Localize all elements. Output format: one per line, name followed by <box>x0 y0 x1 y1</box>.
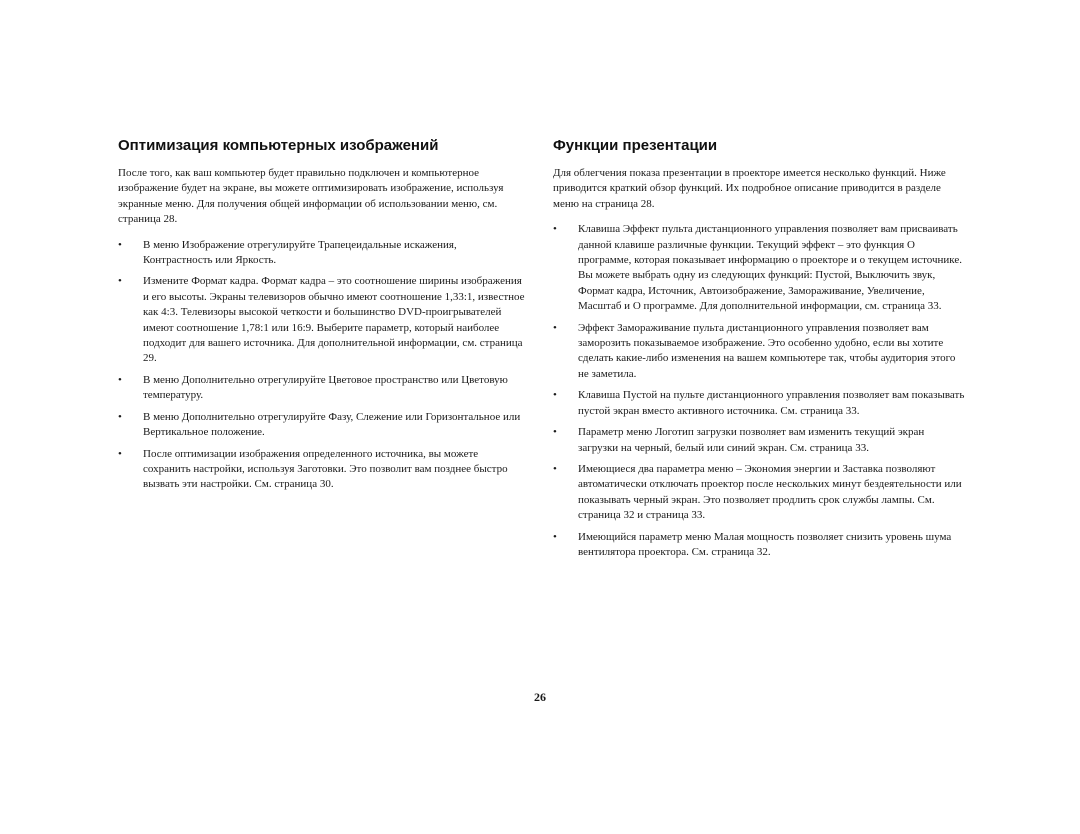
bullet-icon: • <box>118 238 122 251</box>
list-item-text: Имеющиеся два параметра меню – Экономия энергии и Заставка позволяют автоматически отключать проектор после нескольких минут бездеятельности или показывать черный экран. Это позволяет продлить срок службы лампы. См. страница 32 и страница 33. <box>578 462 962 522</box>
list-item <box>553 321 965 383</box>
intro-paragraph: После того, как ваш компьютер будет правильно подключен и компьютерное изображение будет на экране, вы можете оптимизировать изображение, используя экранные меню. Для получения общей информации об использовании меню, см. страница 28. <box>118 167 504 226</box>
left-column <box>118 136 528 499</box>
list-item <box>553 222 965 314</box>
list-item <box>553 388 965 419</box>
list-item <box>118 274 528 366</box>
bullet-icon: • <box>553 321 557 334</box>
bullet-list <box>118 238 528 493</box>
right-column <box>553 136 965 566</box>
page-number: 26 <box>534 690 546 704</box>
section-title-image-optimization: Оптимизация компьютерных изображений <box>118 137 439 154</box>
bullet-icon: • <box>118 275 122 288</box>
bullet-icon: • <box>118 410 122 423</box>
bullet-icon: • <box>553 462 557 475</box>
list-item-text: После оптимизации изображения определенного источника, вы можете сохранить настройки, используя Заготовки. Это позволит вам позднее быстро вызвать эти настройки. См. страница 30. <box>143 447 508 491</box>
bullet-icon: • <box>118 373 122 386</box>
bullet-icon: • <box>118 447 122 460</box>
list-item-text: Имеющийся параметр меню Малая мощность позволяет снизить уровень шума вентилятора проектора. См. страница 32. <box>578 530 952 558</box>
list-item <box>118 238 528 269</box>
bullet-icon: • <box>553 426 557 439</box>
list-item-text: Параметр меню Логотип загрузки позволяет вам изменить текущий экран загрузки на черный, белый или синий экран. См. страница 33. <box>578 426 925 454</box>
list-item <box>118 447 528 493</box>
list-item-text: В меню Дополнительно отрегулируйте Цветовое пространство или Цветовую температуру. <box>143 373 508 402</box>
list-item-text: В меню Изображение отрегулируйте Трапецеидальные искажения, Контрастность или Яркость. <box>143 238 457 267</box>
section-title-presentation-features: Функции презентации <box>553 137 718 154</box>
list-item-text: В меню Дополнительно отрегулируйте Фазу, Слежение или Горизонтальное или Вертикальное положение. <box>143 410 521 439</box>
list-item <box>118 373 528 404</box>
list-item-text: Клавиша Эффект пульта дистанционного управления позволяет вам присваивать данной клавише различные функции. Текущий эффект – это функция О программе, которая показывает информацию о проекторе и о текущем источнике. Вы можете выбрать одну из следующих функций: Пустой, Выключить звук, Формат кадра, Источник, Автоизображение, Замораживание, Увеличение, Масштаб и О программе. Для дополнительной информации, см. страница 33. <box>578 223 963 313</box>
list-item-text: Эффект Замораживание пульта дистанционного управления позволяет вам заморозить показываемое изображение. Это особенно удобно, если вы хотите сделать какие-либо изменения на вашем компьютере так, чтобы аудитория этого не заметила. <box>578 321 956 380</box>
list-item <box>553 462 965 524</box>
list-item-text: Клавиша Пустой на пульте дистанционного управления позволяет вам показывать пустой экран вместо активного источника. См. страница 33. <box>578 389 965 417</box>
list-item-text: Измените Формат кадра. Формат кадра – это соотношение ширины изображения и его высоты. Экраны телевизоров обычно имеют соотношение 1,33:1, известное как 4:3. Телевизоры высокой четкости и большинство DVD-проигрывателей имеют соотношение 1,78:1 или 16:9. Выберите параметр, который наиболее подходит для вашего источника. Для дополнительной информации, см. страница 29. <box>143 275 525 365</box>
list-item <box>118 410 528 441</box>
intro-paragraph: Для облегчения показа презентации в проекторе имеется несколько функций. Ниже приводится краткий обзор функций. Их подробное описание приводится в разделе меню на страница 28. <box>553 167 946 210</box>
bullet-icon: • <box>553 223 557 236</box>
bullet-icon: • <box>553 530 557 543</box>
list-item <box>553 530 965 561</box>
bullet-icon: • <box>553 389 557 402</box>
bullet-list <box>553 222 965 560</box>
list-item <box>553 425 965 456</box>
